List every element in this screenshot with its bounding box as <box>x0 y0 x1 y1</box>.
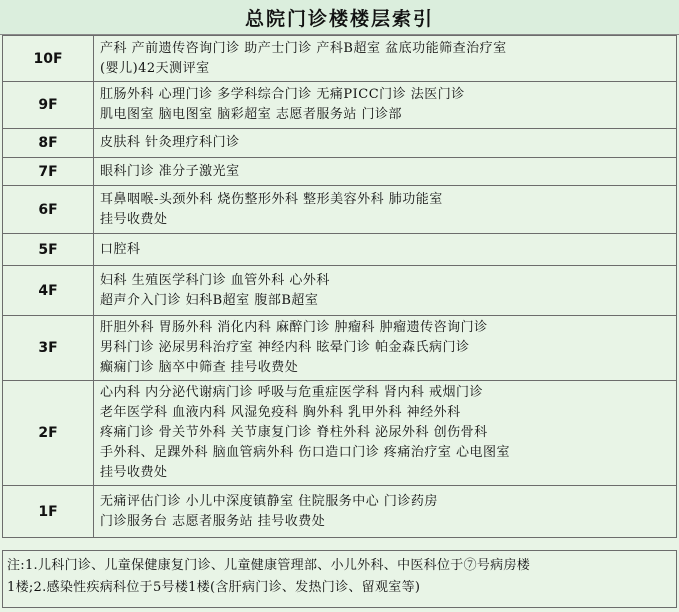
floor-label: 9F <box>3 82 94 129</box>
department-list <box>94 129 677 158</box>
department-line: 挂号收费处 <box>100 465 168 480</box>
department-list <box>94 316 677 381</box>
table-row <box>3 381 677 486</box>
department-line: 肌电图室 脑电图室 脑彩超室 志愿者服务站 门诊部 <box>100 107 403 122</box>
department-line: 疼痛门诊 骨关节外科 关节康复门诊 脊柱外科 泌尿外科 创伤骨科 <box>100 425 488 440</box>
department-list <box>94 36 677 82</box>
department-list <box>94 234 677 266</box>
department-line: 心内科 内分泌代谢病门诊 呼吸与危重症医学科 肾内科 戒烟门诊 <box>100 385 484 400</box>
department-line: 产科 产前遗传咨询门诊 助产士门诊 产科B超室 盆底功能筛查治疗室 <box>100 40 507 56</box>
department-list <box>94 82 677 129</box>
department-line: 肛肠外科 心理门诊 多学科综合门诊 无痛PICC门诊 法医门诊 <box>100 87 465 102</box>
department-list <box>94 486 677 538</box>
floor-label: 3F <box>3 316 94 381</box>
floor-label: 2F <box>3 381 94 486</box>
department-list <box>94 186 677 234</box>
department-list <box>94 266 677 316</box>
department-line: 无痛评估门诊 小儿中深度镇静室 住院服务中心 门诊药房 <box>100 493 438 509</box>
table-row <box>3 158 677 186</box>
floor-label: 7F <box>3 158 94 186</box>
table-row <box>3 82 677 129</box>
department-line: 肝胆外科 胃肠外科 消化内科 麻醉门诊 肿瘤科 肿瘤遗传咨询门诊 <box>100 320 488 335</box>
department-line: (婴儿)42天测评室 <box>100 60 210 76</box>
table-row <box>3 316 677 381</box>
table-row <box>3 129 677 158</box>
department-list <box>94 158 677 186</box>
floor-label: 1F <box>3 486 94 538</box>
table-row <box>3 36 677 82</box>
floor-label: 6F <box>3 186 94 234</box>
floor-label: 4F <box>3 266 94 316</box>
department-line: 耳鼻咽喉-头颈外科 烧伤整形外科 整形美容外科 肺功能室 <box>100 191 443 207</box>
department-line: 门诊服务台 志愿者服务站 挂号收费处 <box>100 513 326 529</box>
department-line: 眼科门诊 准分子激光室 <box>100 163 240 179</box>
footnote-line: 1楼;2.感染性疾病科位于5号楼1楼(含肝病门诊、发热门诊、留观室等) <box>7 580 421 595</box>
department-line: 手外科、足踝外科 脑血管病外科 伤口造口门诊 疼痛治疗室 心电图室 <box>100 445 511 460</box>
floor-label: 10F <box>3 36 94 82</box>
table-row <box>3 486 677 538</box>
footnote-line: 注:1.儿科门诊、儿童保健康复门诊、儿童健康管理部、小儿外科、中医科位于⑦号病房楼 <box>7 558 531 573</box>
floor-table <box>2 35 677 538</box>
department-line: 老年医学科 血液内科 风湿免疫科 胸外科 乳甲外科 神经外科 <box>100 405 461 420</box>
table-row <box>3 266 677 316</box>
department-line: 癫痫门诊 脑卒中筛查 挂号收费处 <box>100 360 299 375</box>
department-line: 男科门诊 泌尿男科治疗室 神经内科 眩晕门诊 帕金森氏病门诊 <box>100 340 470 355</box>
department-line: 超声介入门诊 妇科B超室 腹部B超室 <box>100 292 319 308</box>
department-line: 妇科 生殖医学科门诊 血管外科 心外科 <box>100 272 330 288</box>
table-row <box>3 234 677 266</box>
page-title: 总院门诊楼楼层索引 <box>0 0 679 35</box>
department-line: 皮肤科 针灸理疗科门诊 <box>100 135 240 150</box>
floor-label: 5F <box>3 234 94 266</box>
footnote <box>2 550 677 608</box>
department-line: 口腔科 <box>100 241 141 257</box>
department-line: 挂号收费处 <box>100 211 168 227</box>
department-list <box>94 381 677 486</box>
table-row <box>3 186 677 234</box>
floor-label: 8F <box>3 129 94 158</box>
